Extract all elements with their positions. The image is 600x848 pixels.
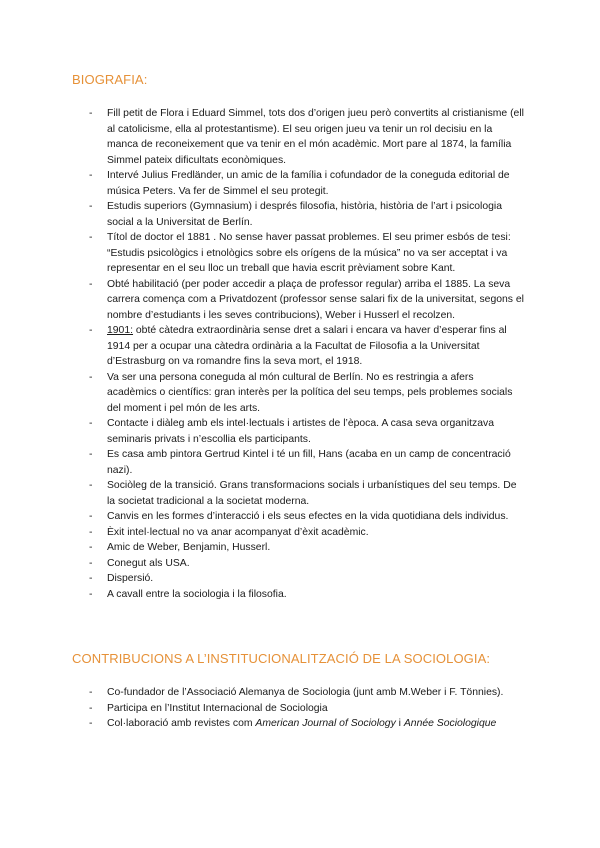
bullet-dash: - [89,278,93,290]
list-item [0,277,600,324]
bullet-dash: - [89,588,93,600]
list-item-text: Es casa amb pintora Gertrud Kintel i té un fill, Hans (acaba en un camp de concentració nazi). [107,449,511,476]
list-item-text: Obté habilitació (per poder accedir a plaça de professor regular) arriba el 1885. La seva carrera comença com a Privatdozent (professor sense salari fix de la universitat, segons el nombre d’estudiants i les seves contribucions), Weber i Husserl el recolzen. [107,278,524,321]
bullet-dash: - [89,511,93,522]
list-item [0,587,600,603]
list-item-text: Fill petit de Flora i Eduard Simmel, tots dos d’origen jueu però convertits al cristianisme (ell al catolicisme, ella al protestantisme). El seu origen jueu va tenir un rol decisiu en la manca de reconeixement que va tenir en el món acadèmic. Mort pare al 1874, la família Simmel pateix dificultats econòmiques. [107,108,524,166]
list-item [0,370,600,417]
list-item [0,716,600,732]
list-item-text: Sociòleg de la transició. Grans transformacions socials i urbanístiques del seu temps. De la societat tradicional a la societat moderna. [107,480,517,507]
list-item-text: Conegut als USA. [107,557,190,569]
list-item-text: Co-fundador de l’Associació Alemanya de Sociologia (junt amb M.Weber i F. Tönnies). [107,687,504,698]
list-item [0,540,600,556]
bullet-dash: - [89,170,93,181]
bullet-dash: - [89,480,93,491]
list-item-text: Estudis superiors (Gymnasium) i després filosofia, història, història de l’art i psicologia social a la Universitat de Berlín. [107,201,503,228]
list-item-text: Intervé Julius Fredländer, un amic de la família i cofundador de la coneguda editorial de música Peters. Va fer de Simmel el seu protegit. [107,170,510,197]
list-item [0,106,600,168]
list-item [0,525,600,541]
contribucions-list [0,685,600,732]
bullet-dash: - [89,108,93,119]
list-item-text: Va ser una persona coneguda al món cultural de Berlín. No es restringia a afers acadèmics o científics: gran interès per la política del seu temps, pels problemes socials del moment i pel món de les arts. [107,371,513,414]
list-item [0,323,600,370]
list-item [0,447,600,478]
list-item [0,168,600,199]
bullet-dash: - [89,542,93,553]
journal-title: Année Sociologique [403,718,497,729]
bullet-dash: - [89,687,93,698]
year-underlined: 1901: [107,325,134,336]
bullet-dash: - [89,325,93,336]
list-item-text: i [395,718,404,729]
contribucions-heading: CONTRIBUCIONS A L’INSTITUCIONALITZACIÓ DE LA SOCIOLOGIA: [72,651,491,666]
list-item-text: Dispersió. [107,573,154,584]
list-item-text: obté càtedra extraordinària sense dret a salari i encara va haver d’esperar fins al 1914 per a ocupar una càtedra ordinària a la Facultat de Filosofia a la Universitat d’Estrasburg on va romandre fins la seva mort, el 1918. [107,325,507,367]
list-item-text: Participa en l’Institut Internacional de Sociologia [107,702,328,714]
list-item-text: Amic de Weber, Benjamin, Husserl. [107,542,271,553]
bullet-dash: - [89,718,93,729]
list-item [0,509,600,525]
bullet-dash: - [89,526,93,538]
list-item [0,199,600,230]
list-item [0,571,600,587]
list-item [0,416,600,447]
bullet-dash: - [89,232,93,243]
list-item-text: Col·laboració amb revistes com [107,718,256,729]
list-item [0,556,600,572]
journal-title: American Journal of Sociology [255,718,396,729]
list-item [0,685,600,701]
bullet-dash: - [89,573,93,584]
bullet-dash: - [89,557,93,569]
list-item-text: Canvis en les formes d’interacció i els seus efectes en la vida quotidiana dels individus. [107,511,509,522]
bullet-dash: - [89,418,93,429]
bullet-dash: - [89,702,93,714]
biografia-heading: BIOGRAFIA: [72,72,148,87]
list-item [0,230,600,277]
list-item [0,478,600,509]
list-item-text: Títol de doctor el 1881 . No sense haver passat problemes. El seu primer esbós de tesi: “Estudis psicològics i etnològics sobre els orígens de la música” no va ser acceptat i va representar en el seu lloc un treball que havia escrit prèviament sobre Kant. [107,232,511,274]
list-item [0,701,600,717]
list-item-text: Contacte i diàleg amb els intel·lectuals i artistes de l’època. A casa seva organitzava seminaris privats i n’escollia els participants. [107,418,494,445]
bullet-dash: - [89,371,93,383]
list-item-text: Èxit intel·lectual no va anar acompanyat d’èxit acadèmic. [107,526,369,538]
list-item-text: A cavall entre la sociologia i la filosofia. [107,588,287,600]
bullet-dash: - [89,201,93,212]
biografia-list [0,106,600,602]
bullet-dash: - [89,449,93,460]
